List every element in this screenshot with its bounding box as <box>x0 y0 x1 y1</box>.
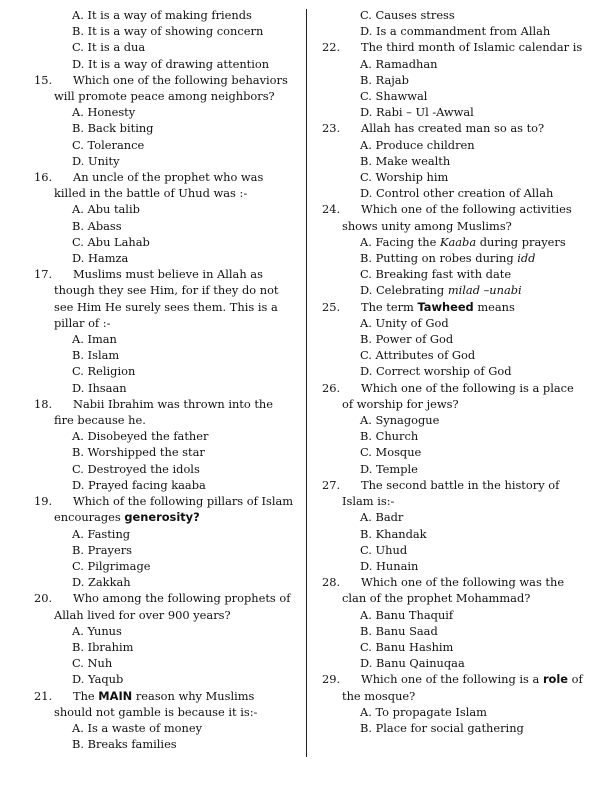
question-24 <box>322 201 584 233</box>
question-29 <box>322 671 584 703</box>
question-19 <box>34 493 294 525</box>
question-number: 28. <box>322 575 341 590</box>
q21-option-d: D. Is a commandment from Allah <box>360 24 551 39</box>
question-text: Muslims must believe in Allah as though they see Him, for if they do not see Him He surely sees them. This is a pillar of :- <box>54 267 279 330</box>
question-number: 23. <box>322 121 341 136</box>
question-number: 22. <box>322 40 341 55</box>
question-text: The second battle in the history of Islam is:- <box>342 477 560 509</box>
q14-option-c: C. It is a dua <box>72 40 146 55</box>
q19-option-b: B. Prayers <box>72 542 132 557</box>
q20-option-d: D. Yaqub <box>72 672 124 687</box>
q20-option-c: C. Nuh <box>72 656 113 671</box>
q17-option-d: D. Ihsaan <box>72 380 127 395</box>
question-number: 17. <box>34 267 53 282</box>
q17-option-b: B. Islam <box>72 348 120 363</box>
question-text: Which one of the following activities shows unity among Muslims? <box>342 202 572 233</box>
question-text: Which one of the following behaviors will promote peace among neighbors? <box>54 72 288 104</box>
question-26 <box>322 380 584 412</box>
q24-option-b <box>322 250 584 266</box>
q26-option-a: A. Synagogue <box>360 413 440 428</box>
q15-option-b: B. Back biting <box>72 121 154 136</box>
q25-option-b: B. Power of God <box>360 332 454 347</box>
question-number: 25. <box>322 299 341 314</box>
q15-option-c: C. Tolerance <box>72 137 145 152</box>
question-25 <box>322 299 584 315</box>
q16-option-b: B. Abass <box>72 218 122 233</box>
q24-option-c: C. Breaking fast with date <box>360 267 512 282</box>
column-divider <box>306 9 307 757</box>
option-italic: Kaaba <box>439 234 477 249</box>
question-text: An uncle of the prophet who was killed in the battle of Uhud was :- <box>54 170 264 201</box>
q26-option-c: C. Mosque <box>360 445 422 460</box>
q15-option-d: D. Unity <box>72 153 120 168</box>
question-emphasis: role <box>542 672 569 687</box>
question-number: 26. <box>322 380 341 395</box>
q15-option-a: A. Honesty <box>72 105 136 120</box>
option-text-end: during prayers <box>476 234 566 249</box>
q28-option-b: B. Banu Saad <box>360 623 438 638</box>
q27-option-d: D. Hunain <box>360 558 419 573</box>
q18-option-b: B. Worshipped the star <box>72 445 205 460</box>
q27-option-a: A. Badr <box>360 510 404 525</box>
question-text-end: of the mosque? <box>342 672 583 703</box>
q14-option-d: D. It is a way of drawing attention <box>72 56 270 71</box>
question-text: Allah has created man so as to? <box>361 121 545 136</box>
question-text: Which of the following pillars of Islam encourages <box>54 494 294 525</box>
q28-option-d: D. Banu Qainuqaa <box>360 656 465 671</box>
q27-option-b: B. Khandak <box>360 526 427 541</box>
q29-option-a: A. To propagate Islam <box>360 704 487 719</box>
question-text-end: reason why Muslims should not gamble is because it is:- <box>54 688 258 719</box>
question-17 <box>34 266 294 331</box>
question-text: The third month of Islamic calendar is <box>361 40 583 55</box>
q21-option-b: B. Breaks families <box>72 737 177 752</box>
q19-option-a: A. Fasting <box>72 526 131 541</box>
question-emphasis: generosity? <box>124 510 200 525</box>
option-italic: idd <box>517 251 536 266</box>
q27-option-c: C. Uhud <box>360 542 408 557</box>
question-18 <box>34 396 294 428</box>
question-number: 27. <box>322 477 341 492</box>
option-text: A. Facing the <box>360 234 440 249</box>
question-28 <box>322 574 584 606</box>
q20-option-b: B. Ibrahim <box>72 639 134 654</box>
q16-option-d: D. Hamza <box>72 251 129 266</box>
question-text: Which one of the following is a place of worship for jews? <box>342 380 574 411</box>
question-text: Which one of the following is a <box>361 672 543 687</box>
question-22 <box>322 39 584 55</box>
question-number: 19. <box>34 494 53 509</box>
q23-option-a: A. Produce children <box>360 137 475 152</box>
q16-option-a: A. Abu talib <box>72 202 140 217</box>
left-column <box>34 7 294 752</box>
q22-option-d: D. Rabi – Ul -Awwal <box>360 105 474 120</box>
q24-option-d <box>322 282 584 298</box>
question-number: 16. <box>34 170 53 185</box>
q23-option-d: D. Control other creation of Allah <box>360 186 554 201</box>
question-number: 21. <box>34 688 53 703</box>
q25-option-c: C. Attributes of God <box>360 348 476 363</box>
question-20 <box>34 590 294 622</box>
q14-option-a: A. It is a way of making friends <box>72 8 252 22</box>
q22-option-b: B. Rajab <box>360 72 409 87</box>
q26-option-b: B. Church <box>360 429 419 444</box>
question-27 <box>322 477 584 509</box>
q26-option-d: D. Temple <box>360 461 418 476</box>
option-text: B. Putting on robes during <box>360 251 518 266</box>
question-23 <box>322 120 584 136</box>
q29-option-b: B. Place for social gathering <box>360 720 524 735</box>
question-number: 15. <box>34 72 53 87</box>
q17-option-a: A. Iman <box>72 332 117 347</box>
question-text-end: means <box>473 299 515 314</box>
question-number: 24. <box>322 202 341 217</box>
q14-option-b: B. It is a way of showing concern <box>72 24 264 39</box>
q18-option-d: D. Prayed facing kaaba <box>72 477 206 492</box>
question-15 <box>34 72 294 104</box>
q25-option-d: D. Correct worship of God <box>360 364 512 379</box>
question-text: The <box>73 688 99 703</box>
q16-option-c: C. Abu Lahab <box>72 234 150 249</box>
q19-option-d: D. Zakkah <box>72 575 131 590</box>
q24-option-a <box>322 234 584 250</box>
q23-option-c: C. Worship him <box>360 170 449 185</box>
question-number: 18. <box>34 396 53 411</box>
question-text: Which one of the following was the clan of the prophet Mohammad? <box>342 575 565 606</box>
right-column <box>322 7 584 736</box>
question-text: Nabii Ibrahim was thrown into the fire because he. <box>54 396 274 428</box>
question-text: The term <box>361 299 418 314</box>
q19-option-c: C. Pilgrimage <box>72 558 151 573</box>
q21-option-c: C. Causes stress <box>360 8 455 22</box>
option-text: D. Celebrating <box>360 283 448 298</box>
question-emphasis: Tawheed <box>417 299 474 314</box>
question-emphasis: MAIN <box>98 688 133 703</box>
q28-option-a: A. Banu Thaquif <box>360 607 454 622</box>
q21-option-a: A. Is a waste of money <box>72 720 203 735</box>
q28-option-c: C. Banu Hashim <box>360 639 454 654</box>
option-italic: milad –unabi <box>447 283 522 298</box>
question-text: Who among the following prophets of Allah lived for over 900 years? <box>54 591 291 622</box>
q23-option-b: B. Make wealth <box>360 153 451 168</box>
q18-option-c: C. Destroyed the idols <box>72 461 200 476</box>
q18-option-a: A. Disobeyed the father <box>72 429 209 444</box>
question-number: 20. <box>34 591 53 606</box>
q22-option-c: C. Shawwal <box>360 89 428 104</box>
question-16 <box>34 169 294 201</box>
q22-option-a: A. Ramadhan <box>360 56 438 71</box>
question-21 <box>34 688 294 720</box>
q20-option-a: A. Yunus <box>72 623 122 638</box>
q25-option-a: A. Unity of God <box>360 315 449 330</box>
q17-option-c: C. Religion <box>72 364 136 379</box>
question-number: 29. <box>322 672 341 687</box>
